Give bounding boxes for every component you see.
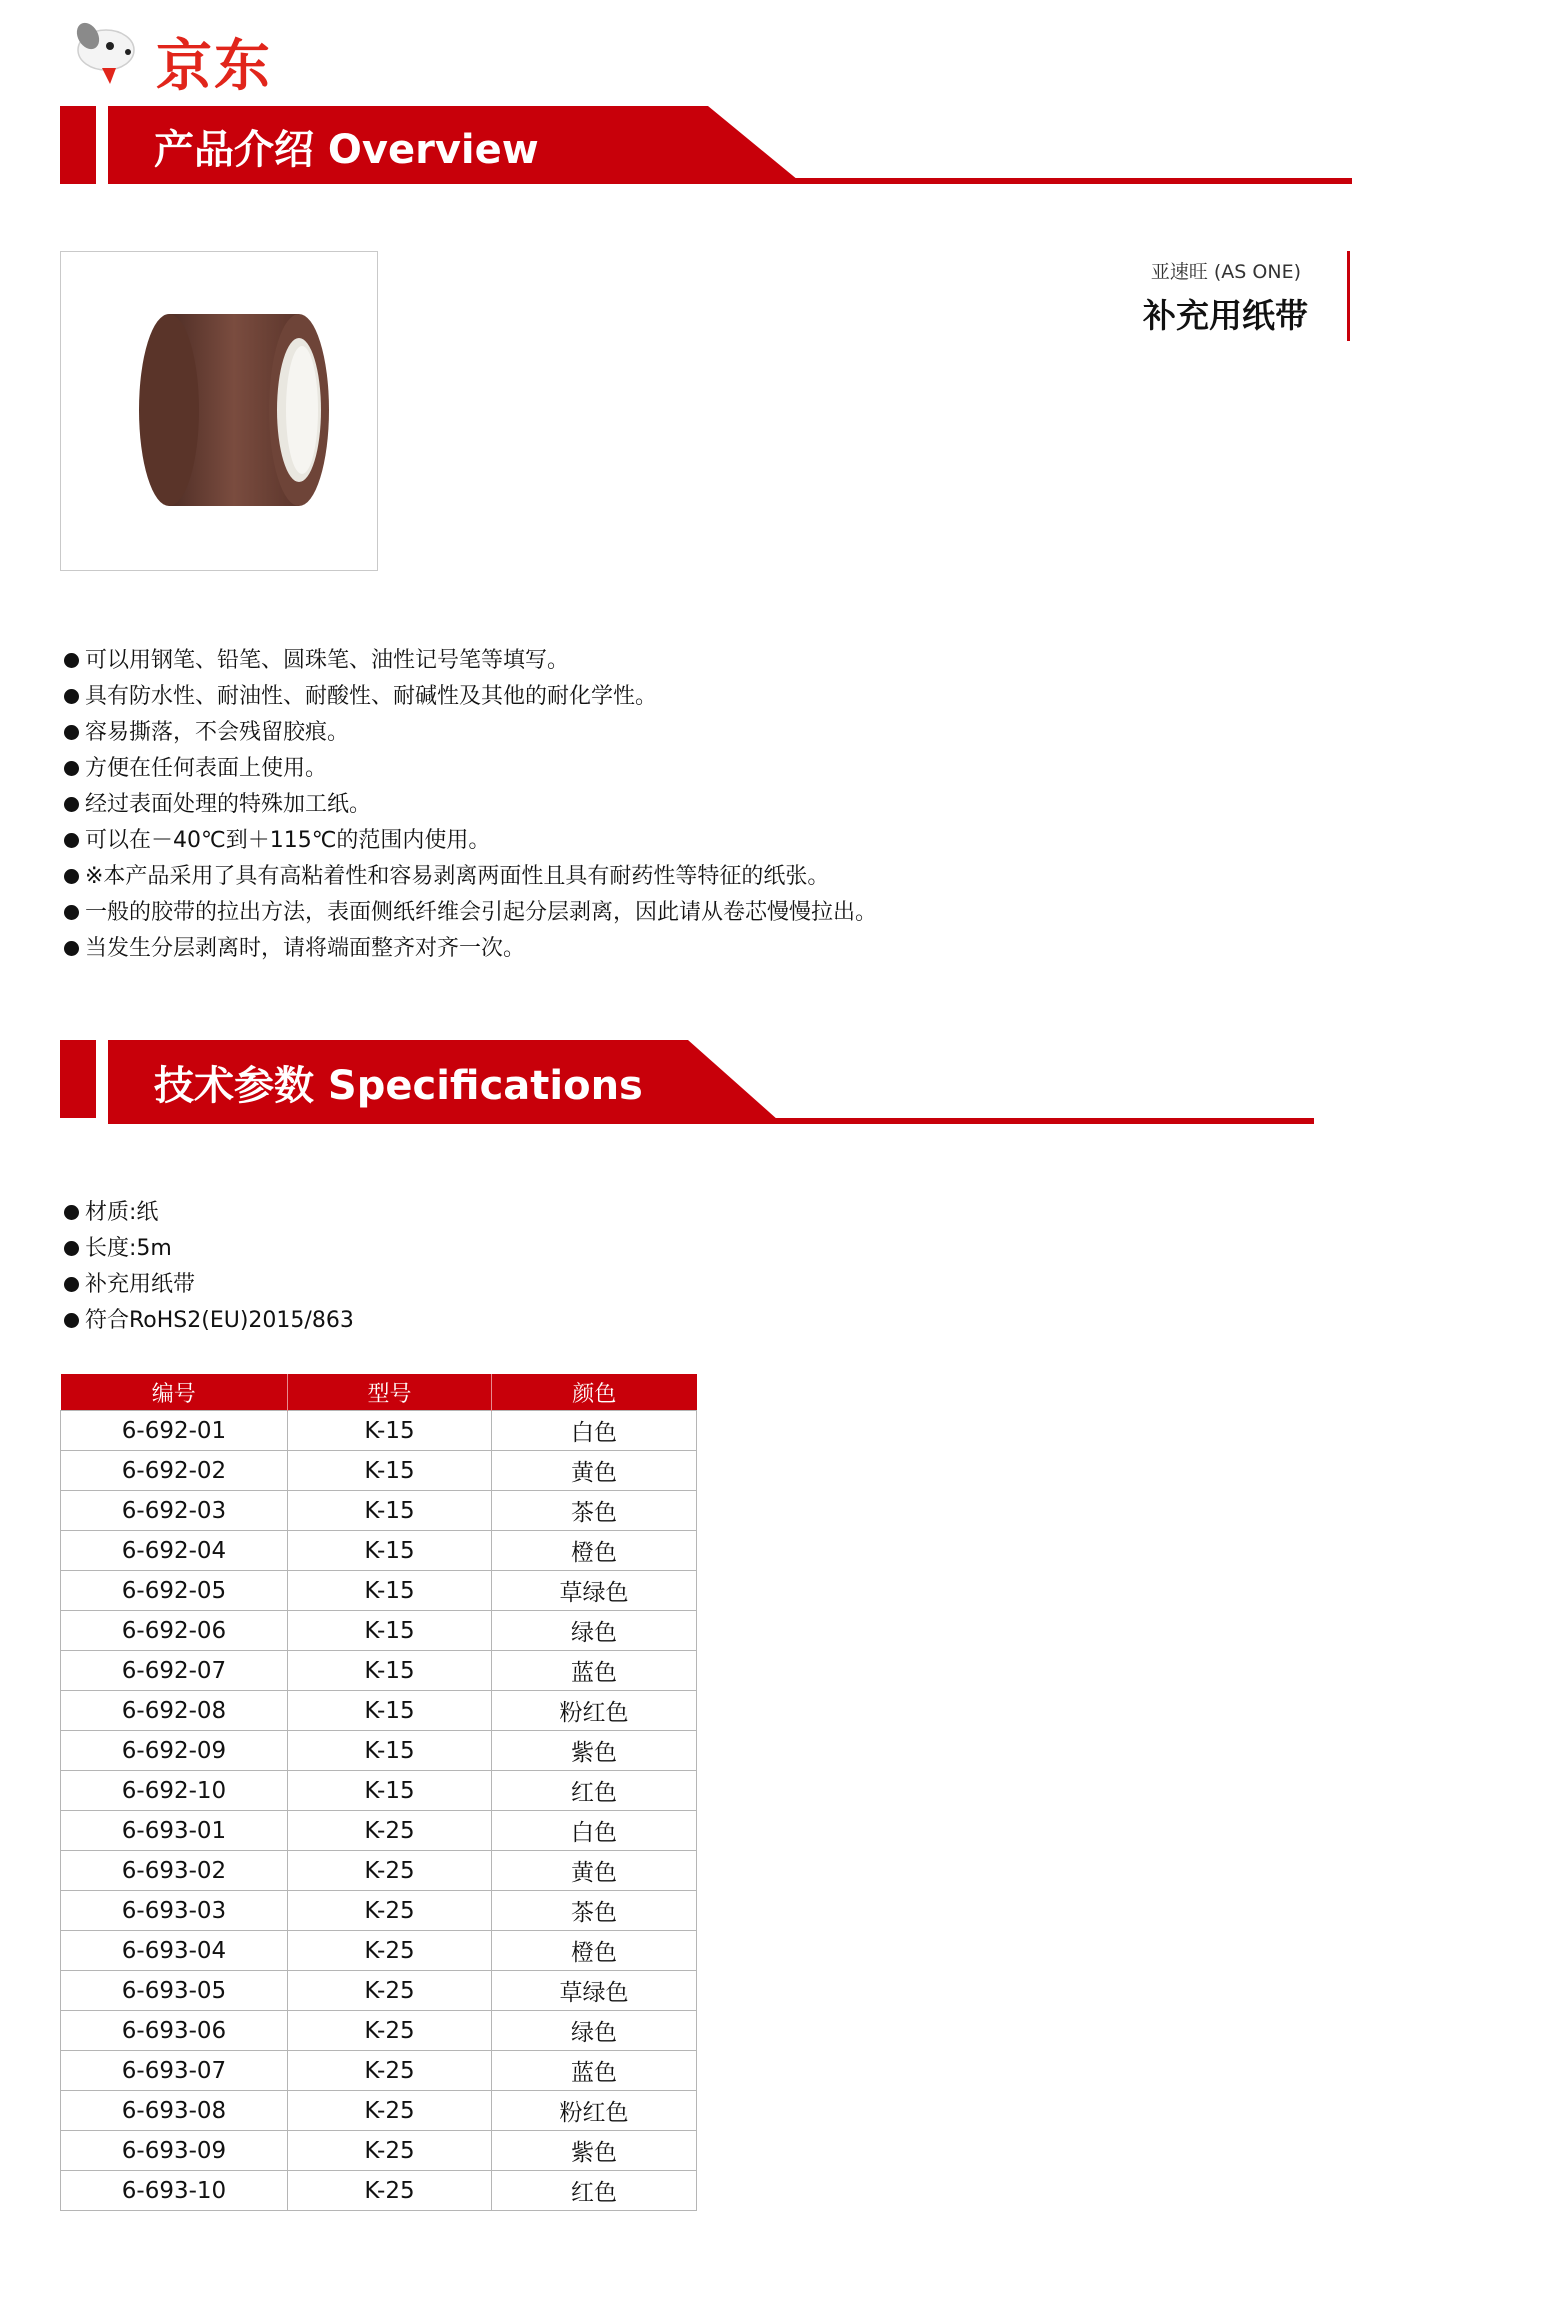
header-accent-block: [60, 106, 96, 184]
table-row: [61, 2051, 697, 2091]
cell-code: 6-693-08: [61, 2091, 288, 2131]
cell-code: 6-692-02: [61, 1451, 288, 1491]
column-header-model: 型号: [288, 1374, 492, 1411]
cell-color: 红色: [492, 2171, 697, 2211]
bullet-icon: [64, 869, 79, 884]
table-header-row: [61, 1374, 697, 1411]
cell-color: 蓝色: [492, 1651, 697, 1691]
cell-code: 6-692-05: [61, 1571, 288, 1611]
table-row: [61, 1731, 697, 1771]
cell-color: 白色: [492, 1411, 697, 1451]
table-row: [61, 1971, 697, 2011]
product-name-accent-bar: [1347, 251, 1350, 341]
bullet-icon: [64, 1205, 79, 1220]
table-row: [61, 2171, 697, 2211]
cell-code: 6-692-07: [61, 1651, 288, 1691]
cell-model: K-25: [288, 2051, 492, 2091]
cell-model: K-25: [288, 2011, 492, 2051]
product-image: [60, 251, 378, 571]
cell-code: 6-693-09: [61, 2131, 288, 2171]
cell-color: 蓝色: [492, 2051, 697, 2091]
cell-color: 黄色: [492, 1451, 697, 1491]
cell-model: K-15: [288, 1651, 492, 1691]
column-header-code: 编号: [61, 1374, 288, 1411]
cell-model: K-15: [288, 1611, 492, 1651]
bullet-icon: [64, 725, 79, 740]
cell-color: 红色: [492, 1771, 697, 1811]
cell-code: 6-693-06: [61, 2011, 288, 2051]
bullet-icon: [64, 905, 79, 920]
spec-item: 符合RoHS2(EU)2015/863: [64, 1303, 354, 1339]
header-accent-block: [60, 1040, 96, 1118]
bullet-icon: [64, 1241, 79, 1256]
tape-roll-icon: [61, 252, 377, 570]
cell-code: 6-692-10: [61, 1771, 288, 1811]
cell-model: K-15: [288, 1491, 492, 1531]
table-row: [61, 1531, 697, 1571]
jd-dog-mascot-icon: [58, 16, 154, 86]
feature-item: 可以用钢笔、铅笔、圆珠笔、油性记号笔等填写。: [64, 643, 877, 679]
cell-color: 绿色: [492, 1611, 697, 1651]
cell-color: 茶色: [492, 1491, 697, 1531]
spec-list: [64, 1195, 354, 1339]
table-row: [61, 1931, 697, 1971]
table-row: [61, 1571, 697, 1611]
feature-item: 容易撕落，不会残留胶痕。: [64, 715, 877, 751]
table-row: [61, 1451, 697, 1491]
cell-color: 紫色: [492, 1731, 697, 1771]
cell-code: 6-693-03: [61, 1891, 288, 1931]
cell-color: 橙色: [492, 1931, 697, 1971]
cell-code: 6-693-04: [61, 1931, 288, 1971]
cell-model: K-15: [288, 1411, 492, 1451]
cell-model: K-15: [288, 1451, 492, 1491]
table-row: [61, 1611, 697, 1651]
table-row: [61, 1851, 697, 1891]
cell-code: 6-693-07: [61, 2051, 288, 2091]
table-row: [61, 1771, 697, 1811]
feature-item: 一般的胶带的拉出方法，表面侧纸纤维会引起分层剥离，因此请从卷芯慢慢拉出。: [64, 895, 877, 931]
brand-label: 亚速旺 (AS ONE): [1150, 261, 1301, 283]
cell-color: 黄色: [492, 1851, 697, 1891]
feature-item: 经过表面处理的特殊加工纸。: [64, 787, 877, 823]
bullet-icon: [64, 797, 79, 812]
product-name: 补充用纸带: [1143, 296, 1308, 335]
cell-model: K-15: [288, 1771, 492, 1811]
cell-model: K-15: [288, 1571, 492, 1611]
column-header-color: 颜色: [492, 1374, 697, 1411]
cell-model: K-15: [288, 1691, 492, 1731]
cell-color: 茶色: [492, 1891, 697, 1931]
cell-color: 紫色: [492, 2131, 697, 2171]
table-row: [61, 1491, 697, 1531]
bullet-icon: [64, 761, 79, 776]
table-row: [61, 1891, 697, 1931]
cell-model: K-15: [288, 1731, 492, 1771]
cell-code: 6-692-03: [61, 1491, 288, 1531]
cell-model: K-25: [288, 2171, 492, 2211]
cell-model: K-25: [288, 1811, 492, 1851]
logo-text: 京东: [156, 34, 272, 99]
table-row: [61, 2011, 697, 2051]
table-row: [61, 1811, 697, 1851]
spec-item: 长度:5m: [64, 1231, 354, 1267]
cell-code: 6-693-05: [61, 1971, 288, 2011]
cell-color: 橙色: [492, 1531, 697, 1571]
cell-code: 6-692-01: [61, 1411, 288, 1451]
feature-list: [64, 643, 877, 967]
cell-code: 6-693-02: [61, 1851, 288, 1891]
cell-color: 粉红色: [492, 1691, 697, 1731]
cell-color: 草绿色: [492, 1971, 697, 2011]
spec-item: 补充用纸带: [64, 1267, 354, 1303]
cell-model: K-25: [288, 2131, 492, 2171]
cell-code: 6-692-09: [61, 1731, 288, 1771]
table-row: [61, 2131, 697, 2171]
table-row: [61, 1411, 697, 1451]
spec-table: [60, 1374, 697, 2211]
bullet-icon: [64, 689, 79, 704]
cell-color: 草绿色: [492, 1571, 697, 1611]
cell-color: 绿色: [492, 2011, 697, 2051]
cell-model: K-25: [288, 1891, 492, 1931]
cell-code: 6-692-08: [61, 1691, 288, 1731]
cell-model: K-25: [288, 1851, 492, 1891]
table-row: [61, 1691, 697, 1731]
bullet-icon: [64, 653, 79, 668]
bullet-icon: [64, 833, 79, 848]
bullet-icon: [64, 1313, 79, 1328]
overview-section-header: [60, 106, 1352, 192]
jd-logo: [58, 16, 288, 99]
table-body: [61, 1411, 697, 2211]
specifications-section-header: [60, 1040, 1352, 1126]
spec-item: 材质:纸: [64, 1195, 354, 1231]
feature-item: 当发生分层剥离时，请将端面整齐对齐一次。: [64, 931, 877, 967]
table-row: [61, 1651, 697, 1691]
cell-model: K-25: [288, 1971, 492, 2011]
cell-code: 6-692-04: [61, 1531, 288, 1571]
feature-item: 可以在－40℃到＋115℃的范围内使用。: [64, 823, 877, 859]
cell-code: 6-693-01: [61, 1811, 288, 1851]
cell-model: K-25: [288, 1931, 492, 1971]
cell-code: 6-693-10: [61, 2171, 288, 2211]
overview-title: 产品介绍 Overview: [154, 127, 539, 173]
feature-item: 具有防水性、耐油性、耐酸性、耐碱性及其他的耐化学性。: [64, 679, 877, 715]
bullet-icon: [64, 941, 79, 956]
feature-item: 方便在任何表面上使用。: [64, 751, 877, 787]
specifications-title: 技术参数 Specifications: [154, 1063, 643, 1109]
feature-item: ※本产品采用了具有高粘着性和容易剥离两面性且具有耐药性等特征的纸张。: [64, 859, 877, 895]
cell-model: K-15: [288, 1531, 492, 1571]
cell-model: K-25: [288, 2091, 492, 2131]
cell-code: 6-692-06: [61, 1611, 288, 1651]
cell-color: 粉红色: [492, 2091, 697, 2131]
cell-color: 白色: [492, 1811, 697, 1851]
bullet-icon: [64, 1277, 79, 1292]
table-row: [61, 2091, 697, 2131]
